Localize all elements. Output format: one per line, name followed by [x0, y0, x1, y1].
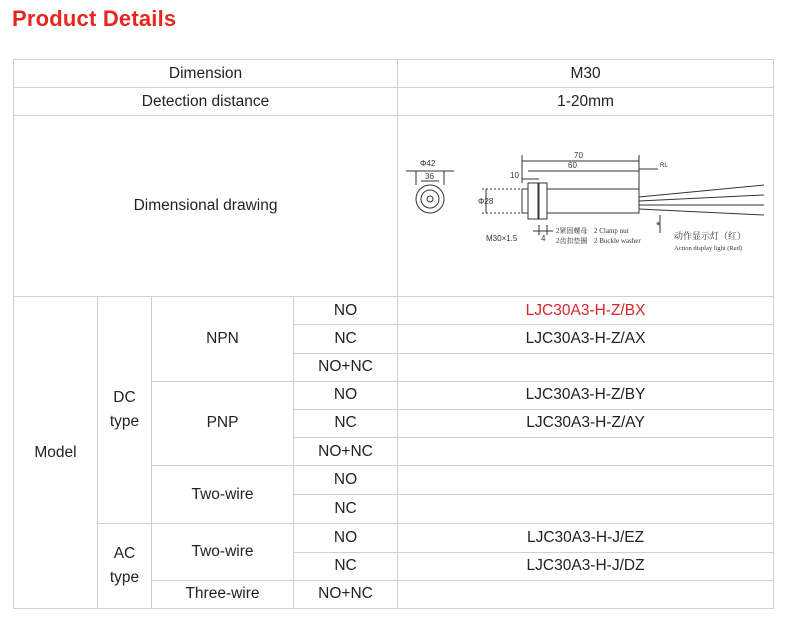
dimensional-drawing-row: [14, 116, 774, 297]
model-number: LJC30A3-H-Z/BX: [398, 297, 774, 325]
table-row: [14, 297, 774, 325]
dc-type-label: DC type: [98, 297, 152, 524]
table-row: [14, 524, 774, 552]
ac-two-wire-label: Two-wire: [152, 524, 294, 580]
dim-10: 10: [510, 171, 519, 181]
clamp-nut-en: 2 Clamp nut: [594, 227, 629, 236]
dimensional-drawing-cell: [398, 116, 774, 297]
washer-en: 2 Buckle washer: [594, 237, 641, 246]
product-spec-table: [13, 59, 774, 609]
output-type: NO+NC: [294, 437, 398, 465]
model-number: LJC30A3-H-Z/AX: [398, 325, 774, 353]
washer-cn: 2齿扣垫圈: [556, 237, 588, 246]
model-number: LJC30A3-H-Z/BY: [398, 381, 774, 409]
output-type: NC: [294, 552, 398, 580]
model-number: LJC30A3-H-J/EZ: [398, 524, 774, 552]
output-type: NO+NC: [294, 580, 398, 608]
output-type: NO+NC: [294, 353, 398, 381]
dim-36: 36: [425, 172, 434, 182]
page-title: Product Details: [12, 6, 177, 31]
dim-thread: M30×1.5: [486, 234, 518, 244]
end-view-inner-circle: [421, 190, 439, 208]
model-number: [398, 580, 774, 608]
dim-60: 60: [568, 161, 577, 171]
dimension-row: [14, 60, 774, 88]
clamp-nut-cn: 2紧固螺母: [556, 227, 588, 236]
dc-two-wire-label: Two-wire: [152, 466, 294, 524]
model-number: [398, 495, 774, 524]
model-number: [398, 437, 774, 465]
action-light-cn: 动作显示灯（红）: [674, 231, 747, 242]
pnp-label: PNP: [152, 381, 294, 465]
dim-phi42: Φ42: [420, 159, 436, 169]
output-type: NC: [294, 409, 398, 437]
sensor-dimension-drawing: [398, 117, 774, 295]
ac-type-label: AC type: [98, 524, 152, 609]
three-wire-label: Three-wire: [152, 580, 294, 608]
dim-rl: RL: [660, 163, 668, 170]
model-number: [398, 466, 774, 495]
drawing-star: *: [656, 220, 661, 233]
end-view-outer-circle: [416, 185, 444, 213]
dim-phi28: Φ28: [478, 197, 494, 207]
model-number: LJC30A3-H-J/DZ: [398, 552, 774, 580]
output-type: NC: [294, 325, 398, 353]
action-light-en: Action display light (Red): [674, 245, 743, 253]
dimension-label: Dimension: [14, 60, 398, 88]
output-type: NO: [294, 524, 398, 552]
output-type: NO: [294, 381, 398, 409]
dim-70: 70: [574, 151, 583, 161]
dimension-value: M30: [398, 60, 774, 88]
dimensional-drawing-label: Dimensional drawing: [14, 116, 398, 297]
model-number: [398, 353, 774, 381]
detection-distance-row: [14, 88, 774, 116]
detection-distance-label: Detection distance: [14, 88, 398, 116]
output-type: NC: [294, 495, 398, 524]
dim-4: 4: [541, 234, 546, 244]
model-label: Model: [14, 297, 98, 609]
end-view-center-circle: [427, 196, 433, 202]
output-type: NO: [294, 297, 398, 325]
npn-label: NPN: [152, 297, 294, 381]
detection-distance-value: 1-20mm: [398, 88, 774, 116]
output-type: NO: [294, 466, 398, 495]
model-number: LJC30A3-H-Z/AY: [398, 409, 774, 437]
